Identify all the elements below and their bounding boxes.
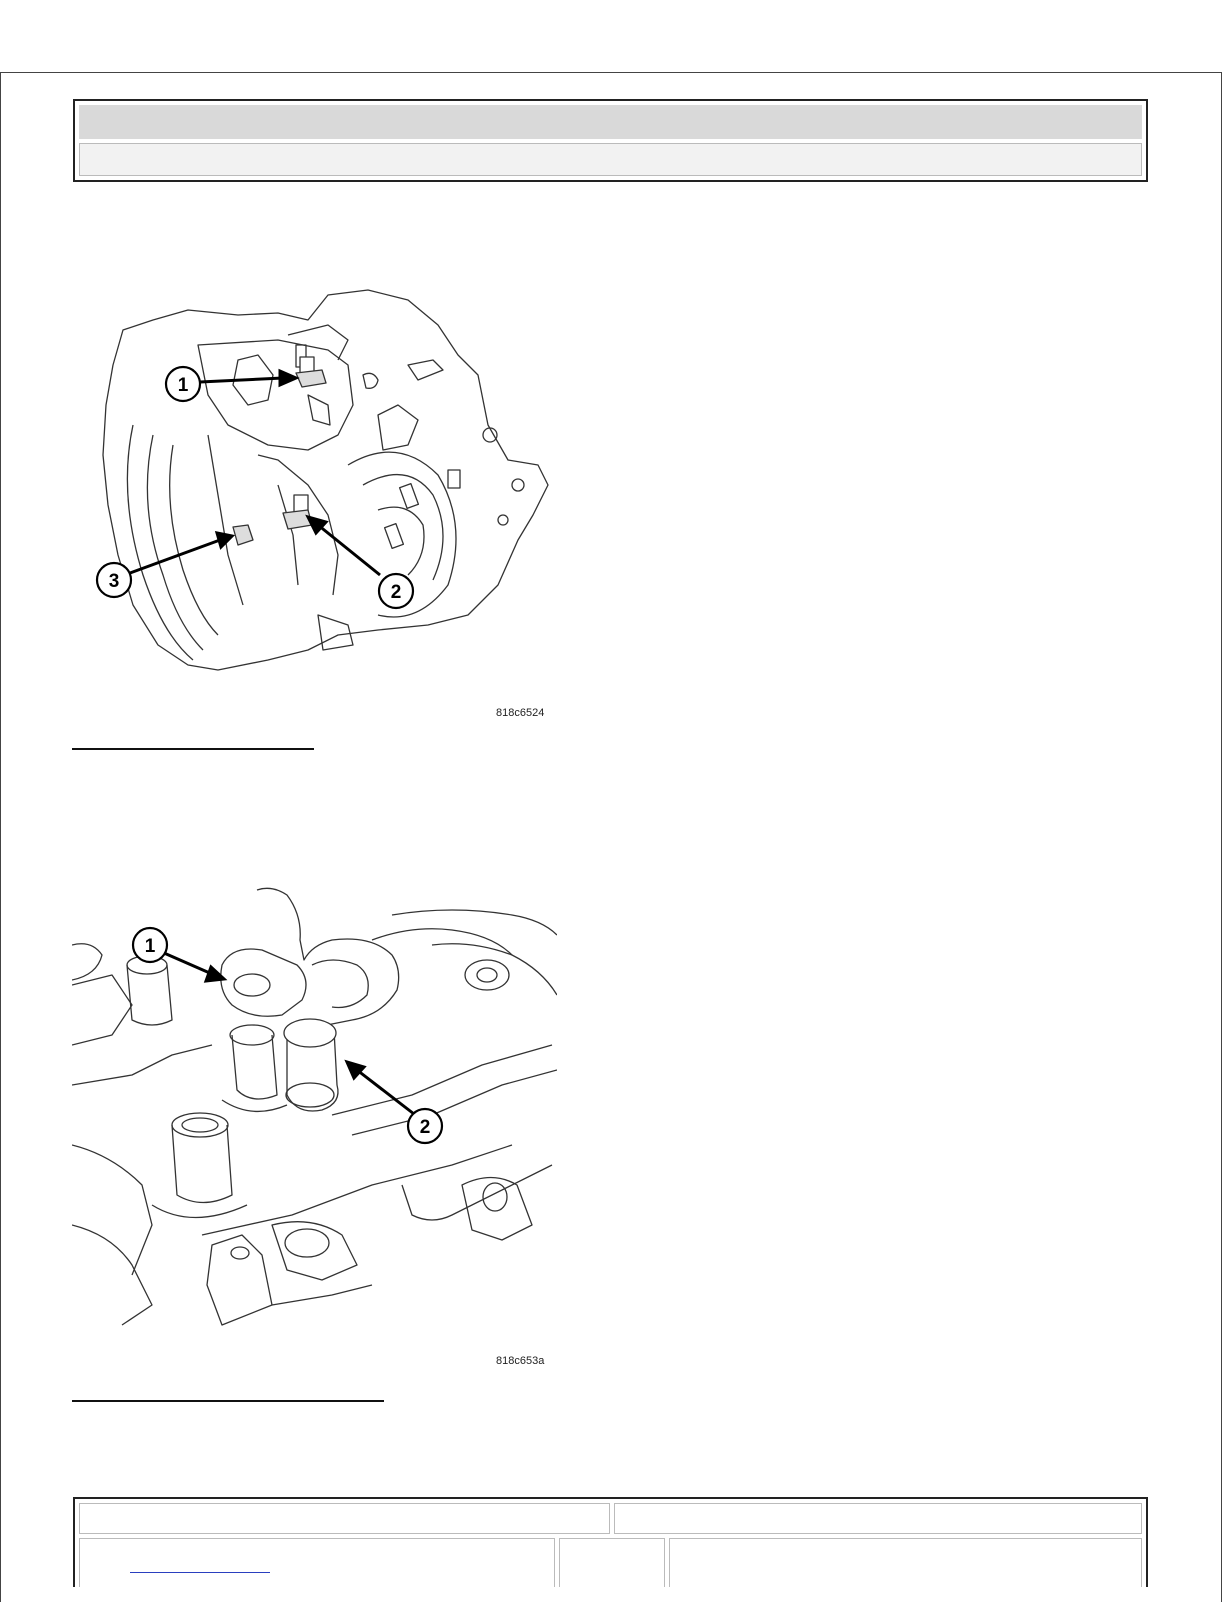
figure-transmission-sensors [78, 285, 558, 685]
transmission-illustration [78, 285, 558, 685]
header-subtitle [79, 143, 1142, 176]
header-title [79, 105, 1142, 139]
sensor-closeup-illustration [72, 885, 557, 1335]
callout-3-label: 3 [108, 571, 120, 592]
footer-left-top [79, 1503, 610, 1534]
caption-underline [72, 1400, 384, 1402]
callout-2 [379, 574, 413, 608]
footer-right-top [614, 1503, 1142, 1534]
document-header [73, 99, 1148, 182]
callout-2 [408, 1109, 442, 1143]
callout-3 [97, 563, 131, 597]
callout-1 [166, 367, 200, 401]
document-footer [73, 1497, 1148, 1587]
footer-link-cell [79, 1538, 555, 1587]
caption-underline [72, 748, 314, 750]
footer-middle-cell [559, 1538, 665, 1587]
callout-2-label: 2 [419, 1117, 431, 1138]
figure-code: 818c6524 [496, 707, 545, 719]
callout-1-label: 1 [144, 936, 156, 957]
figure-code: 818c653a [496, 1355, 545, 1367]
callout-1-label: 1 [177, 375, 189, 396]
figure-sensor-closeup [72, 885, 557, 1335]
callout-1 [133, 928, 167, 962]
callout-2-label: 2 [390, 582, 402, 603]
footer-right-cell [669, 1538, 1142, 1587]
footer-link[interactable] [130, 1557, 270, 1573]
